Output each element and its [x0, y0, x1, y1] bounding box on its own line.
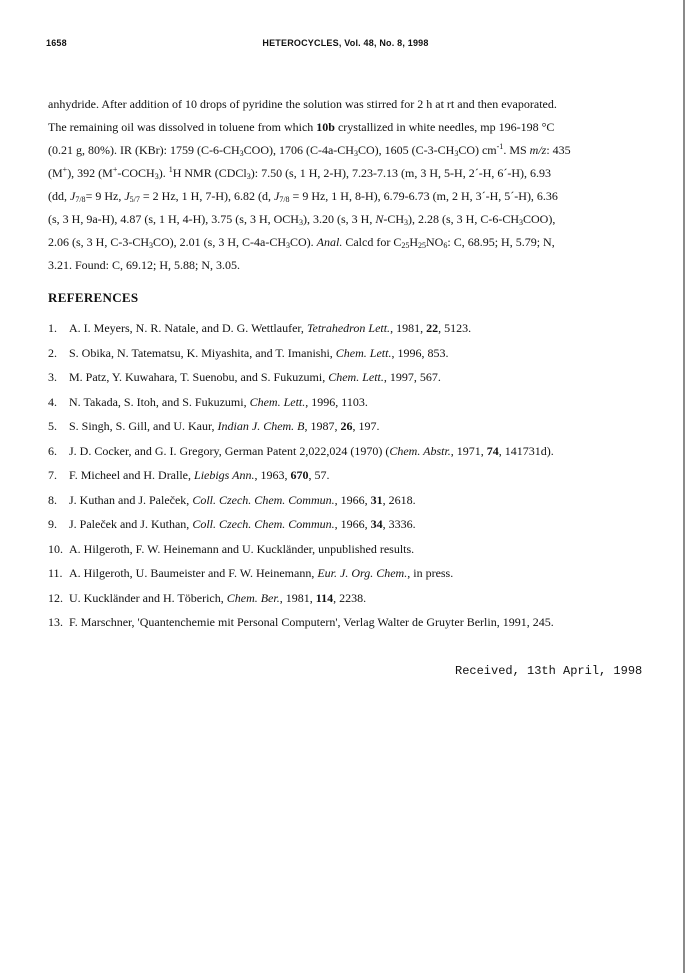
reference-number: 4.: [48, 394, 57, 409]
reference-item: 9. J. Paleček and J. Kuthan, Coll. Czech. Chem. Commun., 1966, 34, 3336.: [48, 512, 648, 537]
reference-item: 13. F. Marschner, 'Quantenchemie mit Personal Computern', Verlag Walter de Gruyter Berlin, 1991, 245.: [48, 610, 648, 635]
received-date: Received, 13th April, 1998: [455, 664, 643, 678]
reference-number: 13.: [48, 615, 63, 629]
page-number: 1658: [46, 38, 67, 48]
reference-number: 8.: [48, 492, 57, 507]
reference-item: 7. F. Micheel and H. Dralle, Liebigs Ann., 1963, 670, 57.: [48, 463, 648, 488]
paragraph-line: anhydride. After addition of 10 drops of pyridine the solution was stirred for 2 h at rt and then evaporated.: [48, 97, 557, 111]
paragraph-line: The remaining oil was dissolved in toluene from which 10b crystallized in white needles, mp 196-198 °C: [48, 120, 555, 134]
reference-number: 9.: [48, 517, 57, 531]
reference-item: 3. M. Patz, Y. Kuwahara, T. Suenobu, and S. Fukuzumi, Chem. Lett., 1997, 567.: [48, 365, 648, 390]
reference-item: 2. S. Obika, N. Tatematsu, K. Miyashita, and T. Imanishi, Chem. Lett., 1996, 853.: [48, 341, 648, 366]
reference-item: 12. U. Kuckländer and H. Töberich, Chem. Ber., 1981, 114, 2238.: [48, 586, 648, 611]
paragraph-line: (M+), 392 $(M^+-COCH_3)$. $^1$H NMR (CDCl$_3$): 7.50 (s, 1 H, 2-H), 7.23-7.13 (m, 3 H, 5-H, 2´-H, 6´-H), 6.93: [48, 165, 552, 181]
reference-number: 2.: [48, 345, 57, 360]
reference-item: 4. N. Takada, S. Itoh, and S. Fukuzumi, Chem. Lett., 1996, 1103.: [48, 390, 648, 415]
paragraph-line: (s, 3 H, 9a-H), 4.87 (s, 1 H, 4-H), 3.75 (s, 3 H, $OCH_3$), 3.20 (s, 3 H, $N-CH_3$), 2.28 (s, 3 H, $C-6-CH_3COO$),: [48, 212, 556, 227]
page-edge-line: [683, 0, 685, 973]
reference-number: 11.: [48, 566, 63, 580]
reference-item: 5. S. Singh, S. Gill, and U. Kaur, Indian J. Chem. B, 1987, 26, 197.: [48, 414, 648, 439]
reference-item: 6. J. D. Cocker, and G. I. Gregory, German Patent 2,022,024 (1970) (Chem. Abstr., 1971, 74, 141731d).: [48, 439, 648, 464]
reference-number: 5.: [48, 419, 57, 433]
journal-header: HETEROCYCLES, Vol. 48, No. 8, 1998: [262, 38, 429, 48]
reference-number: 12.: [48, 590, 63, 605]
reference-number: 3.: [48, 370, 57, 384]
paragraph-line: (dd, $J_{7/8}= 9$ Hz, $J_{5/7} = 2$ Hz, 1 H, 7-H), 6.82 (d, $J_{7/8} = 9$ Hz, 1 H, 8-H), 6.79-6.73 (m, 2 H, 3´-H, 5´-H), 6.36: [48, 189, 558, 204]
paragraph-line: 2.06 (s, 3 H, $C-3-CH_3CO$), 2.01 (s, 3 H, $C-4a-CH_3CO$). Anal. Calcd for $C_{25}H_{25}NO_6$: C, 68.95; H, 5.79; N,: [48, 235, 555, 250]
experimental-paragraph: [48, 93, 640, 277]
reference-item: 1. A. I. Meyers, N. R. Natale, and D. G. Wettlaufer, Tetrahedron Lett., 1981, 22, 5123.: [48, 316, 648, 341]
reference-number: 6.: [48, 443, 57, 458]
reference-item: 10. A. Hilgeroth, F. W. Heinemann and U. Kuckländer, unpublished results.: [48, 537, 648, 562]
reference-item: 8. J. Kuthan and J. Paleček, Coll. Czech. Chem. Commun., 1966, 31, 2618.: [48, 488, 648, 513]
paragraph-line: (0.21 g, 80%). IR (KBr): 1759 $(C-6-CH_3COO)$, 1706 $(C-4a-CH_3CO)$, 1605 $(C-3-CH_3CO)$ $cm^{-1}$. MS m/z: 435: [48, 142, 571, 158]
references-list: [48, 316, 648, 635]
reference-number: 1.: [48, 321, 57, 335]
reference-number: 7.: [48, 468, 57, 482]
paragraph-line: 3.21. Found: C, 69.12; H, 5.88; N, 3.05.: [48, 258, 241, 272]
references-heading: REFERENCES: [48, 290, 139, 305]
reference-item: 11. A. Hilgeroth, U. Baumeister and F. W. Heinemann, Eur. J. Org. Chem., in press.: [48, 561, 648, 586]
reference-number: 10.: [48, 541, 63, 556]
